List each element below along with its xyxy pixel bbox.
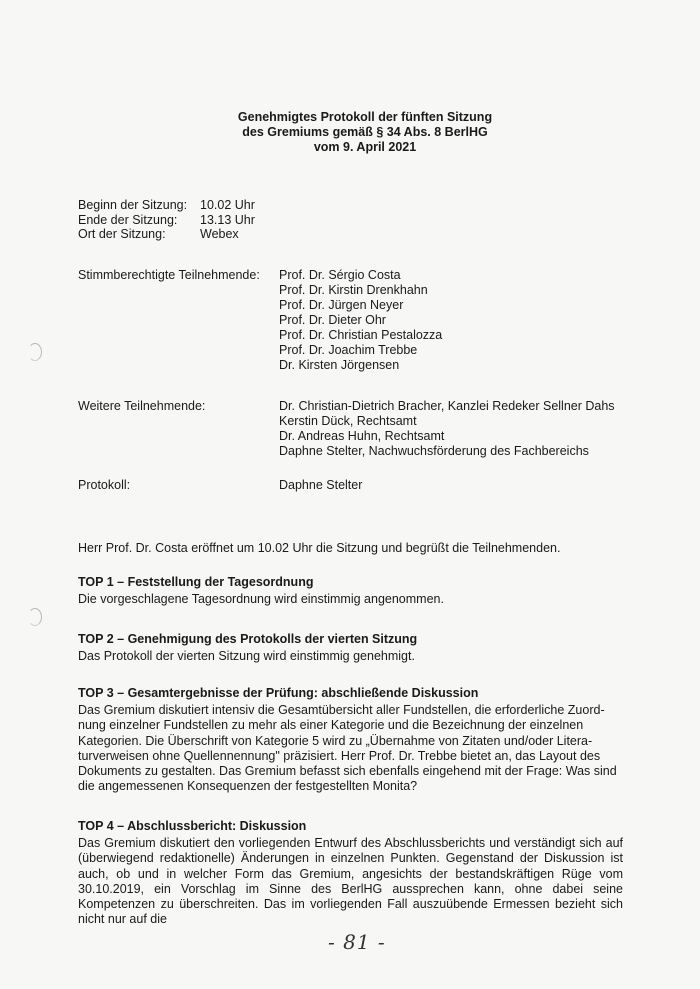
session-meta <box>78 198 255 242</box>
list-item: Prof. Dr. Dieter Ohr <box>279 313 386 327</box>
meta-key: Ende der Sitzung: <box>78 212 178 227</box>
meta-row <box>78 227 255 242</box>
list-item: Dr. Christian-Dietrich Bracher, Kanzlei Redeker Sellner Dahs <box>279 399 615 413</box>
top4-heading: TOP 4 – Abschlussbericht: Diskussion <box>78 819 307 833</box>
others-label: Weitere Teilnehmende: <box>78 399 206 413</box>
meta-value: Webex <box>200 227 239 241</box>
punch-hole-mark <box>28 608 42 626</box>
list-item: Prof. Dr. Joachim Trebbe <box>279 343 418 357</box>
voting-label: Stimmberechtigte Teilnehmende: <box>78 268 260 282</box>
meta-row <box>78 198 255 213</box>
top3-section <box>78 686 623 794</box>
list-item: Prof. Dr. Jürgen Neyer <box>279 298 404 312</box>
list-item: Dr. Andreas Huhn, Rechtsamt <box>279 429 445 443</box>
protocol-label: Protokoll: <box>78 478 131 492</box>
opening-paragraph: Herr Prof. Dr. Costa eröffnet um 10.02 Uhr die Sitzung und begrüßt die Teilnehmenden. <box>78 541 561 555</box>
meta-key: Ort der Sitzung: <box>78 227 166 241</box>
top1-section <box>78 575 623 607</box>
top4-section <box>78 819 623 927</box>
voting-members <box>279 268 442 373</box>
title-line-2: des Gremiums gemäß § 34 Abs. 8 BerlHG <box>242 125 488 139</box>
top3-text: Das Gremium diskutiert intensiv die Gesamtübersicht aller Fundstellen, die erforderliche Zuord-nung einzelner Fundstellen zu mehr als einer Kategorie und die Bezeichnung der einzelnen Kategorien. Die Überschrift von Kategorie 5 wird zu „Übernahme von Zitaten und/oder Litera-turverweisen ohne Quellennennung" präzisiert. Herr Prof. Dr. Trebbe bietet an, das Layout des Dokuments zu gestalten. Das Gremium befasst sich ebenfalls eingehend mit der Frage: Was sind die angemessenen Konsequenzen der festgestellten Monita? <box>78 703 617 794</box>
top4-text: Das Gremium diskutiert den vorliegenden Entwurf des Abschlussberichts und verständigt sich auf (überwiegend redaktionelle) Änderungen in einzelnen Punkten. Gegenstand der Diskussion ist auch, ob und in welcher Form das Gremium, angesichts der bestandskräftigen Rüge vom 30.10.2019, ein Vorschlag im Sinne des BerlHG aussprechen kann, ohne dabei seine Kompetenzen zu überschreiten. Das im vorliegenden Fall auszuübende Ermessen bezieht sich nicht nur auf die <box>78 836 623 927</box>
title-line-3: vom 9. April 2021 <box>313 140 417 154</box>
list-item: Prof. Dr. Christian Pestalozza <box>279 328 443 342</box>
page-number: - 81 - <box>328 930 386 954</box>
list-item: Daphne Stelter, Nachwuchsförderung des Fachbereichs <box>279 444 589 458</box>
list-item: Prof. Dr. Kirstin Drenkhahn <box>279 283 428 297</box>
list-item: Kerstin Dück, Rechtsamt <box>279 414 417 428</box>
list-item: Prof. Dr. Sérgio Costa <box>279 268 401 282</box>
protocol-value: Daphne Stelter <box>279 478 363 492</box>
top2-section <box>78 632 623 664</box>
meta-value: 10.02 Uhr <box>200 198 255 212</box>
list-item: Dr. Kirsten Jörgensen <box>279 358 400 372</box>
top1-heading: TOP 1 – Feststellung der Tagesordnung <box>78 575 314 589</box>
meta-key: Beginn der Sitzung: <box>78 198 188 212</box>
punch-hole-mark <box>28 343 42 361</box>
top2-text: Das Protokoll der vierten Sitzung wird einstimmig genehmigt. <box>78 649 415 664</box>
title-line-1: Genehmigtes Protokoll der fünften Sitzung <box>237 110 493 124</box>
other-members <box>279 399 615 459</box>
top2-heading: TOP 2 – Genehmigung des Protokolls der vierten Sitzung <box>78 632 418 646</box>
top3-heading: TOP 3 – Gesamtergebnisse der Prüfung: abschließende Diskussion <box>78 686 479 700</box>
meta-row <box>78 213 255 228</box>
document-title <box>0 110 700 155</box>
top1-text: Die vorgeschlagene Tagesordnung wird einstimmig angenommen. <box>78 592 444 607</box>
meta-value: 13.13 Uhr <box>200 212 255 227</box>
